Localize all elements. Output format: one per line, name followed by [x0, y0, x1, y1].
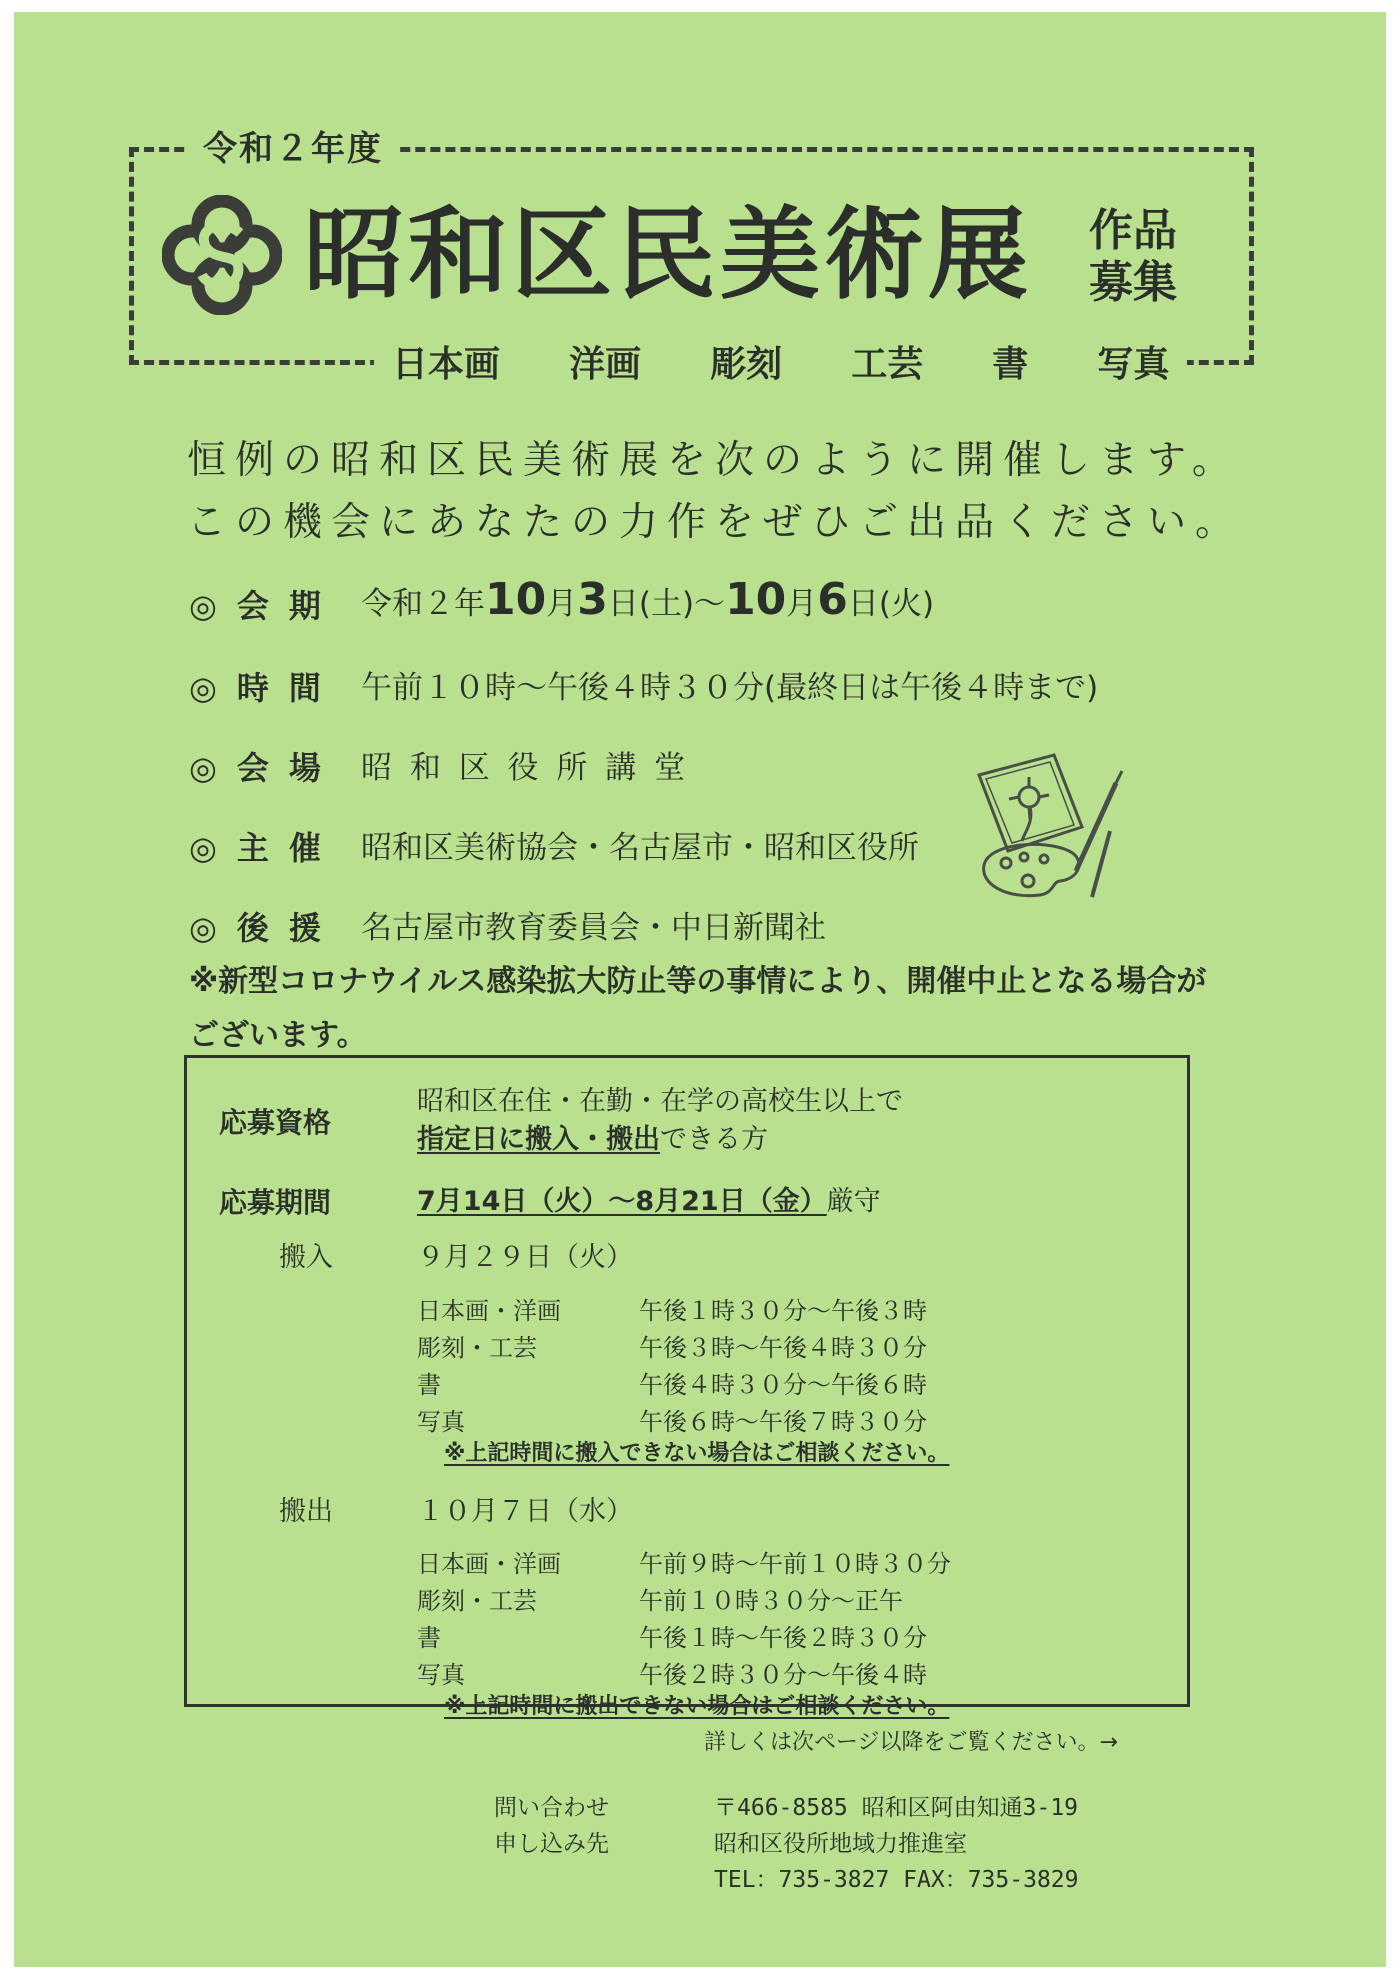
recruitment-label-line2: 募集 — [1089, 257, 1177, 308]
recruitment-label-line1: 作品 — [1089, 205, 1177, 256]
intro-text — [187, 430, 1287, 554]
venue-label: ◎会場 — [189, 749, 341, 787]
period-value — [361, 574, 935, 626]
flyer-sheet — [14, 12, 1386, 1967]
contact-info — [714, 1790, 1079, 1898]
delivery-in-note: ※上記時間に搬入できない場合はご相談ください。 — [444, 1441, 950, 1466]
delivery-in-time-4: 午後６時〜午後７時３０分 — [639, 1408, 927, 1436]
delivery-in-time-1: 午後１時３０分〜午後３時 — [639, 1297, 927, 1325]
delivery-in-category-2: 彫刻・工芸 — [417, 1334, 537, 1362]
eligibility-emphasis: 指定日に搬入・搬出 — [417, 1124, 660, 1155]
delivery-out-note: ※上記時間に搬出できない場合はご相談ください。 — [444, 1694, 950, 1719]
delivery-in-category-4: 写真 — [417, 1408, 465, 1436]
delivery-out-date: １０月７日（水） — [417, 1496, 633, 1527]
eligibility-label: 応募資格 — [219, 1106, 332, 1139]
covid-notice: ※新型コロナウイルス感染拡大防止等の事情により、開催中止となる場合がございます。 — [189, 964, 1207, 1053]
fiscal-year: 令和２年度 — [189, 124, 397, 174]
sponsor-label: ◎後援 — [189, 909, 341, 947]
application-period-value: 7月14日（火）〜8月21日（金） — [417, 1186, 827, 1217]
delivery-out-time-2: 午前１０時３０分〜正午 — [639, 1587, 903, 1615]
intro-line-2: この機会にあなたの力作をぜひご出品ください。 — [187, 500, 1244, 545]
application-period-suffix: 厳守 — [826, 1186, 881, 1217]
contact-label-line-2: 申し込み先 — [494, 1831, 609, 1857]
see-next-page: 詳しくは次ページ以降をご覧ください。→ — [704, 1730, 1118, 1755]
period-start-weekday: 日(土)〜 — [607, 586, 726, 622]
delivery-out-category-2: 彫刻・工芸 — [417, 1587, 537, 1615]
intro-line-1: 恒例の昭和区民美術展を次のように開催します。 — [187, 438, 1240, 483]
period-end-weekday: 日(火) — [847, 586, 935, 622]
organizer-value: 昭和区美術協会・名古屋市・昭和区役所 — [361, 830, 919, 866]
genre-list: 日本画 洋画 彫刻 工芸 書 写真 — [374, 338, 1187, 392]
period-end-month: 10 — [725, 574, 787, 625]
delivery-out-time-3: 午後１時〜午後２時３０分 — [639, 1624, 927, 1652]
delivery-in-category-3: 書 — [417, 1371, 441, 1399]
contact-label — [494, 1790, 609, 1862]
delivery-in-time-2: 午後３時〜午後４時３０分 — [639, 1334, 927, 1362]
period-start-day: 3 — [577, 574, 608, 625]
period-start-month: 10 — [485, 574, 547, 625]
sponsor-value: 名古屋市教育委員会・中日新聞社 — [361, 910, 826, 946]
application-period-label: 応募期間 — [219, 1186, 332, 1219]
period-prefix: 令和２年 — [361, 586, 485, 622]
contact-office: 昭和区役所地域力推進室 — [714, 1831, 967, 1857]
contact-phone-fax: TEL：735-3827 FAX：735-3829 — [714, 1867, 1079, 1893]
venue-value: 昭 和 区 役 所 講 堂 — [361, 750, 690, 786]
period-month-unit-1: 月 — [546, 586, 578, 622]
delivery-out-time-1: 午前９時〜午前１０時３０分 — [639, 1550, 951, 1578]
contact-label-line-1: 問い合わせ — [494, 1795, 609, 1821]
showa-ward-logo-icon — [162, 195, 282, 315]
palette-painting-icon — [964, 747, 1134, 907]
delivery-out-category-4: 写真 — [417, 1661, 465, 1689]
application-period — [417, 1184, 881, 1220]
delivery-in-time-3: 午後４時３０分〜午後６時 — [639, 1371, 927, 1399]
eligibility-line-2 — [417, 1122, 768, 1158]
organizer-label: ◎主催 — [189, 829, 341, 867]
delivery-in-category-1: 日本画・洋画 — [417, 1297, 561, 1325]
delivery-out-time-4: 午後２時３０分〜午後４時 — [639, 1661, 927, 1689]
hours-value: 午前１０時〜午後４時３０分(最終日は午後４時まで) — [361, 670, 1099, 706]
period-label: ◎会期 — [189, 587, 341, 625]
delivery-out-category-3: 書 — [417, 1624, 441, 1652]
period-month-unit-2: 月 — [786, 586, 818, 622]
eligibility-line-1: 昭和区在住・在勤・在学の高校生以上で — [417, 1086, 903, 1117]
delivery-out-label: 搬出 — [279, 1496, 333, 1527]
recruitment-label — [1089, 205, 1177, 309]
contact-address: 〒466-8585 昭和区阿由知通3-19 — [714, 1795, 1079, 1821]
eligibility-rest: できる方 — [660, 1124, 768, 1155]
period-end-day: 6 — [817, 574, 848, 625]
exhibition-title: 昭和区民美術展 — [304, 196, 1032, 313]
delivery-in-label: 搬入 — [279, 1242, 333, 1273]
delivery-out-category-1: 日本画・洋画 — [417, 1550, 561, 1578]
delivery-in-date: ９月２９日（火） — [417, 1242, 633, 1273]
hours-label: ◎時間 — [189, 669, 341, 707]
